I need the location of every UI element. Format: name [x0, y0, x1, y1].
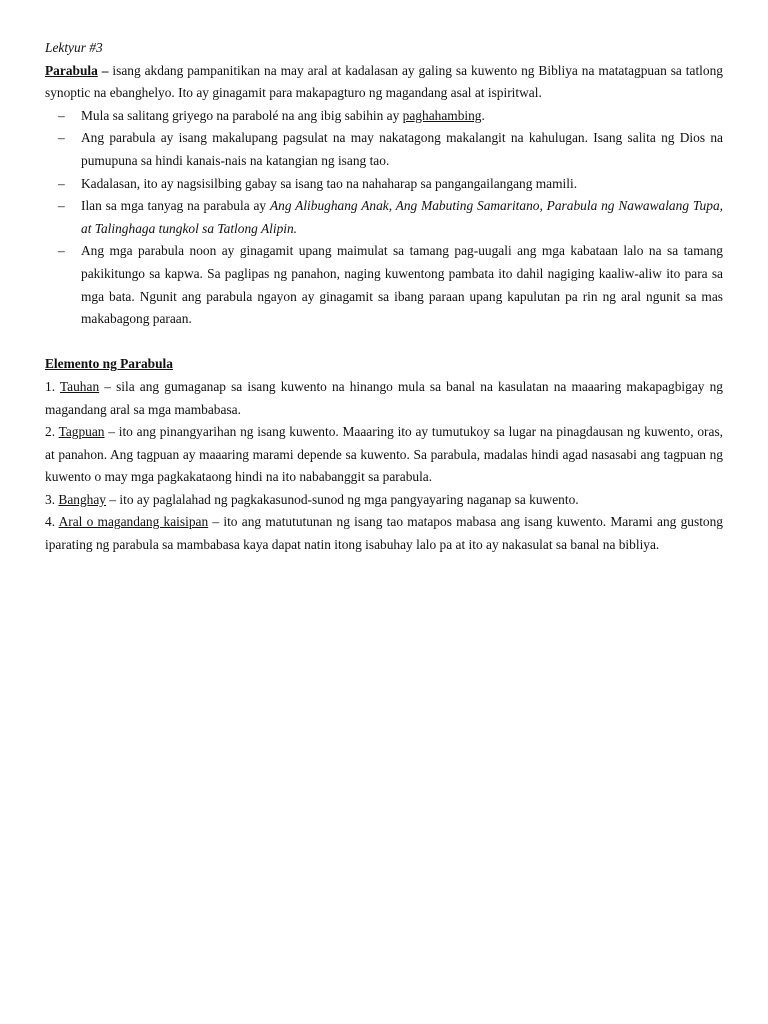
element-term: Aral o magandang kaisipan: [58, 514, 209, 530]
element-term: Tauhan: [59, 378, 100, 394]
intro-dash: –: [97, 62, 113, 78]
elements-heading: Elemento ng Parabula: [45, 356, 173, 372]
bullet-1-text: Mula sa salitang griyego na parabolé na ang ibig sabihin ay: [81, 107, 403, 123]
bullet-dash: –: [58, 175, 65, 191]
bullet-dash: –: [58, 198, 65, 214]
intro-paragraph: [45, 60, 723, 105]
bullet-4-text: Ilan sa mga tanyag na parabula ay: [81, 198, 270, 214]
element-dash: –: [106, 491, 120, 507]
bullet-dash: –: [58, 243, 65, 259]
list-item: [45, 173, 723, 196]
bullet-list: [45, 105, 723, 331]
element-text: ito ang pinangyarihan ng isang kuwento. Maaaring ito ay tumutukoy sa lugar na pinagdausan ng kuwento, oras, at panahon. Ang tagpuan ay maaaring marami depende sa kuwento. Sa parabula, madalas hindi agad nasasabi ang tagpuan ng kuwento o may mga pagkakataong hindi na ito nababanggit sa parabula.: [45, 424, 724, 485]
element-text: ito ay paglalahad ng pagkakasunod-sunod ng mga pangyayaring naganap sa kuwento.: [119, 491, 579, 507]
element-dash: –: [208, 514, 224, 530]
bullet-3-text: Kadalasan, ito ay nagsisilbing gabay sa isang tao na nahaharap sa pangangailangang mamili.: [81, 175, 578, 191]
element-number: 3.: [45, 491, 59, 507]
lecture-label: Lektyur #3: [45, 40, 103, 55]
section-spacer: [45, 331, 723, 354]
bullet-2-text: Ang parabula ay isang makalupang pagsulat na may nakatagong makalangit na kahulugan. Isang salita ng Dios na pumupuna sa hindi kanais-nais na katangian ng isang tao.: [81, 130, 723, 168]
bullet-dash: –: [58, 107, 65, 123]
bullet-1-end: .: [481, 107, 485, 123]
element-item-tagpuan: [45, 421, 723, 489]
intro-definition: isang akdang pampanitikan na may aral at kadalasan ay galing sa kuwento ng Bibliya na matatagpuan sa tatlong synoptic na ebanghelyo. Ito ay ginagamit para makapagturo ng magandang asal at ispiritwal.: [45, 62, 723, 101]
element-item-tauhan: [45, 376, 723, 421]
element-term: Banghay: [58, 491, 106, 507]
bullet-4-parable-titles: Ang Alibughang Anak, Ang Mabuting Samaritano, Parabula ng Nawawalang Tupa, at Talinghaga tungkol sa Tatlong Alipin.: [81, 198, 723, 236]
element-text: sila ang gumaganap sa isang kuwento na hinango mula sa banal na kasulatan na maaaring makapagbigay ng magandang aral sa mga mambabasa.: [45, 378, 723, 417]
element-number: 2.: [45, 424, 59, 440]
bullet-5-text: Ang mga parabula noon ay ginagamit upang maimulat sa tamang pag-uugali ang mga kabataan lalo na sa tamang pakikitungo sa kapwa. Sa paglipas ng panahon, naging kuwentong pambata ito dahil nagiging kaaliw-aliw ito para sa mga bata. Ngunit ang parabula ngayon ay ginagamit sa ibang paraan upang kapulutan pa rin ng aral ngunit sa mas makabagong paraan.: [81, 243, 723, 327]
element-item-aral: [45, 511, 723, 556]
list-item: [45, 240, 723, 330]
element-item-banghay: [45, 489, 723, 512]
intro-term: Parabula: [45, 62, 98, 78]
element-text: ito ang matututunan ng isang tao matapos mabasa ang isang kuwento. Marami ang gustong iparating ng parabula sa mambabasa kaya dapat natin itong isabuhay lalo pa at ito ay nakasulat sa banal na bibliya.: [45, 514, 724, 553]
element-number: 4.: [45, 514, 59, 530]
list-item: [45, 195, 723, 240]
element-term: Tagpuan: [58, 424, 105, 440]
list-item: [45, 127, 723, 172]
document-page: [45, 37, 723, 557]
list-item: [45, 105, 723, 128]
bullet-1-underlined: paghahambing: [402, 107, 482, 123]
element-dash: –: [104, 424, 119, 440]
element-dash: –: [99, 378, 117, 394]
element-number: 1.: [45, 378, 60, 394]
bullet-dash: –: [58, 130, 65, 146]
